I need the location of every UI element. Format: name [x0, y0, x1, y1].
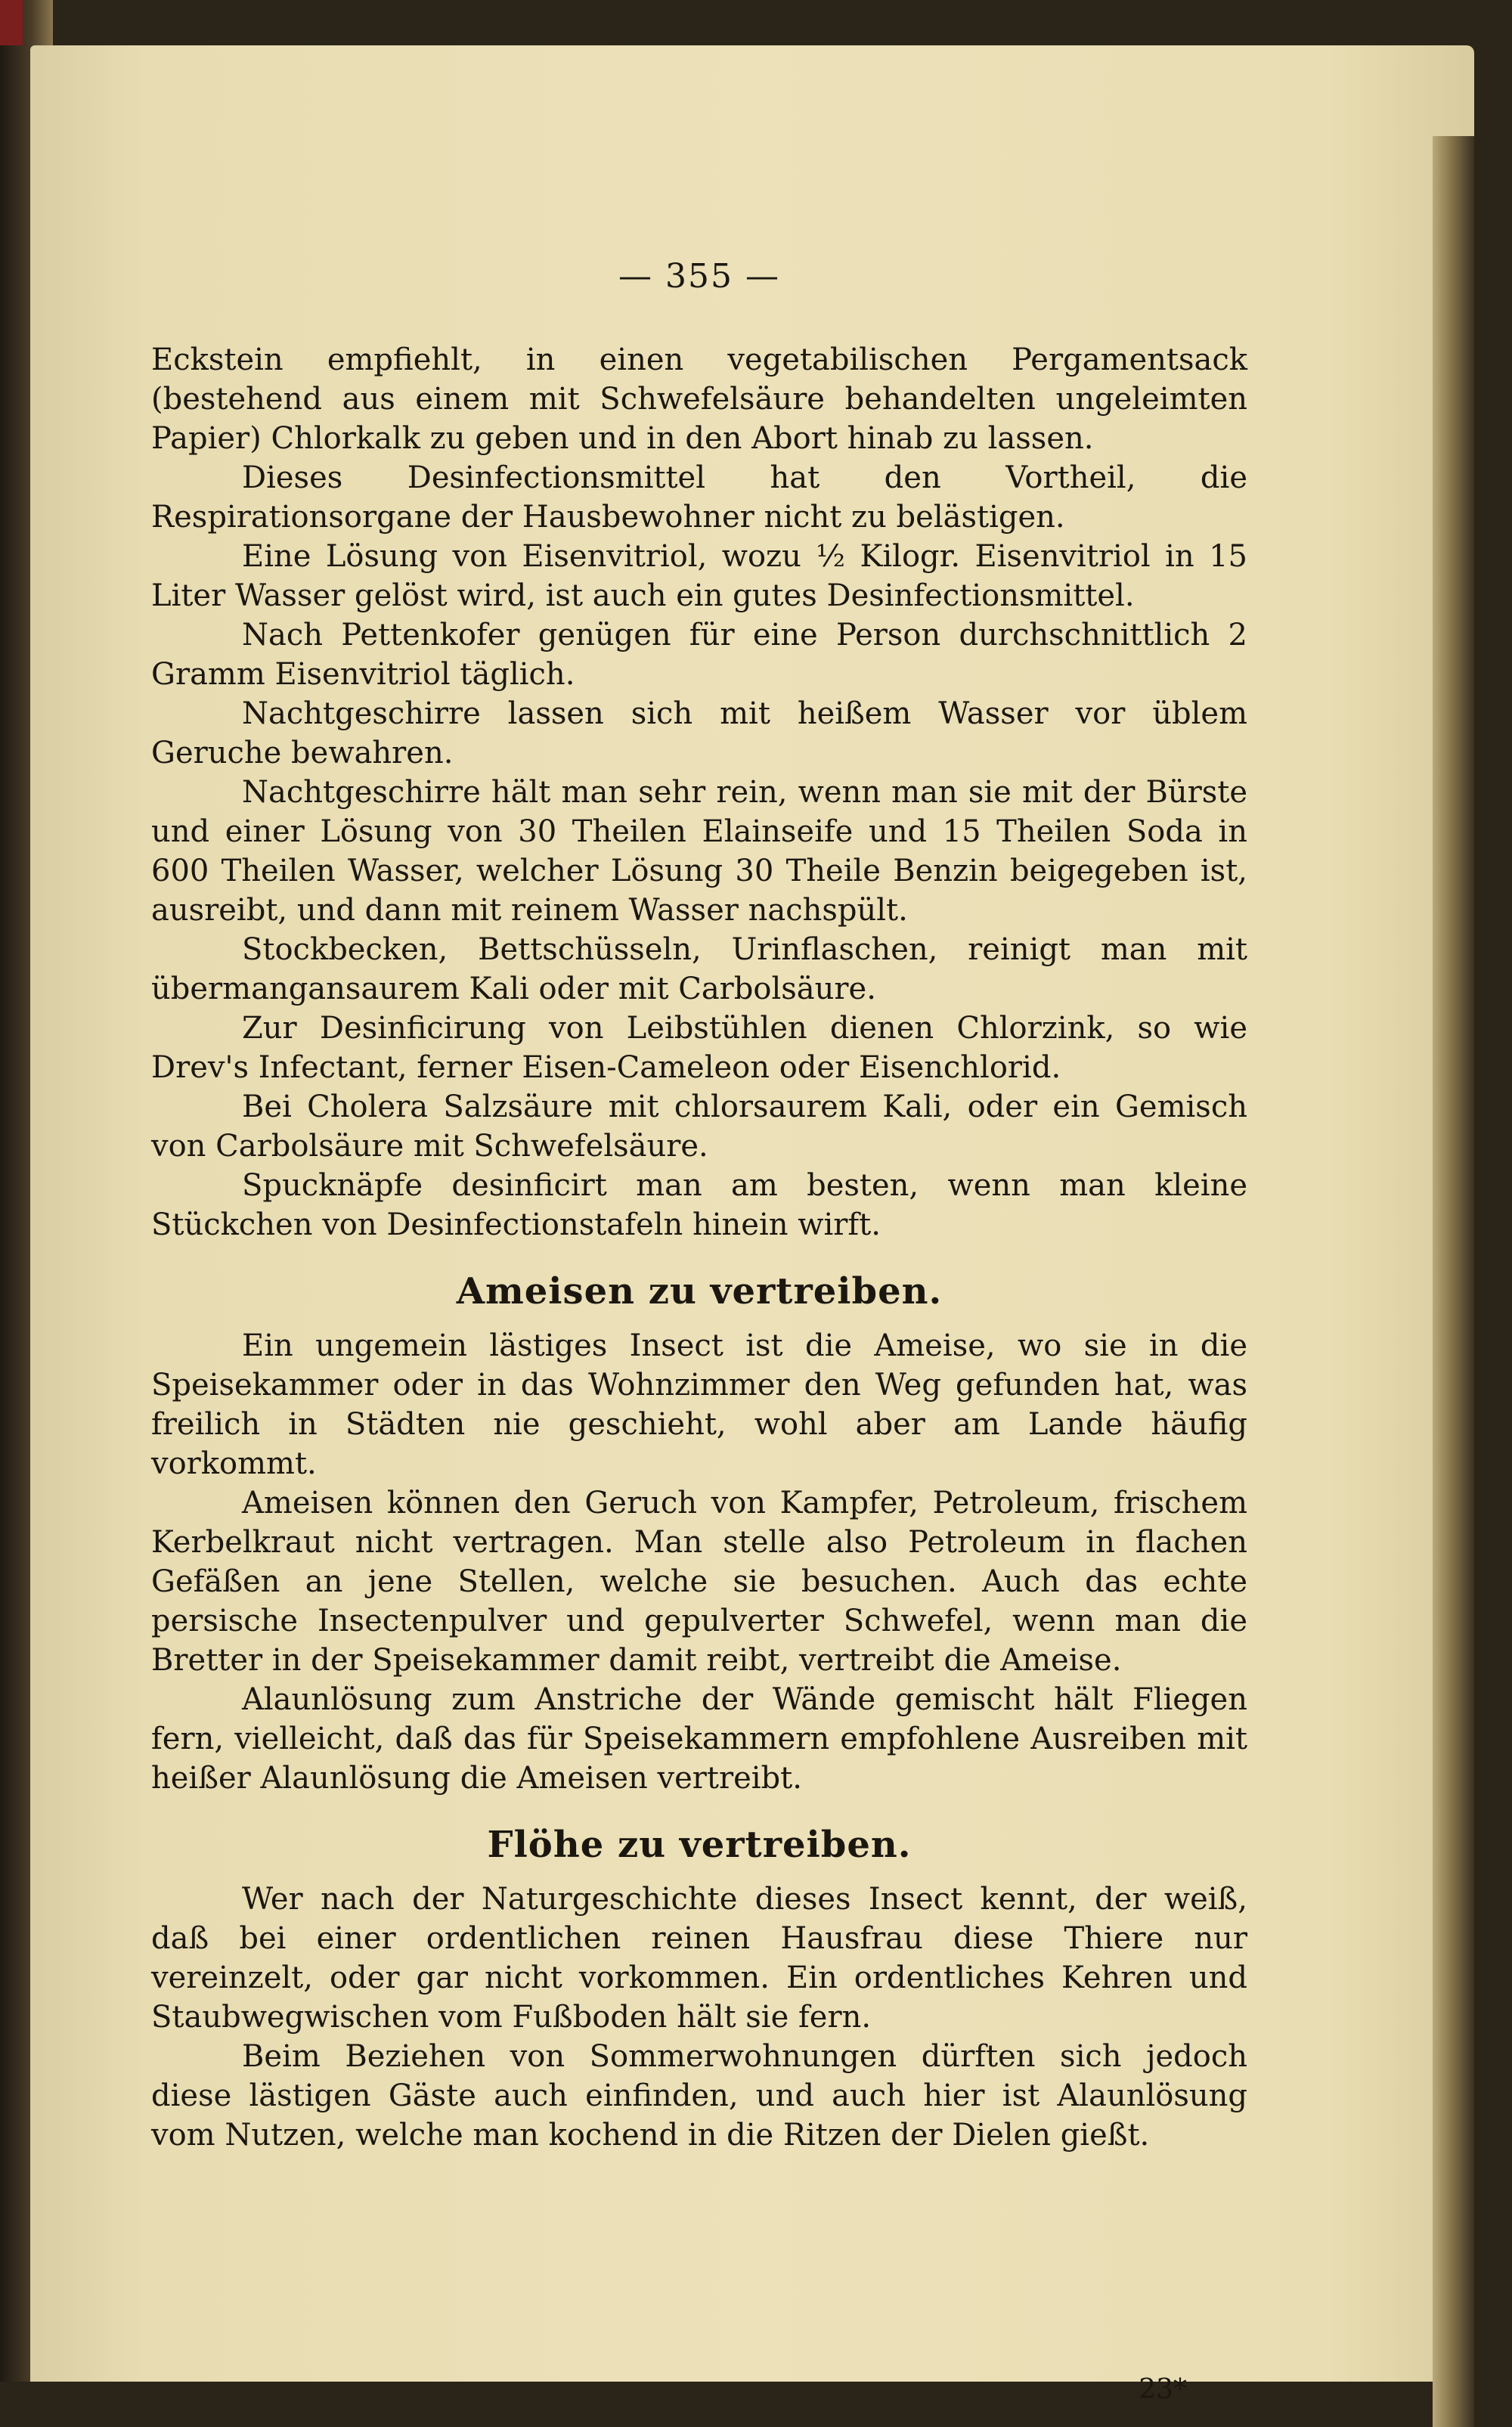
book-page [30, 45, 1474, 2405]
binding-ribbon [0, 0, 23, 45]
section-heading-ants: Ameisen zu vertreiben. [456, 1270, 943, 1313]
paragraph: Alaunlösung zum Anstriche der Wände gemischt hält Fliegen fern, vielleicht, daß das für Speisekammern empfohlene Ausreiben mit heißer Alaunlösung die Ameisen vertreibt. [151, 1682, 1247, 1796]
paragraph: Bei Cholera Salzsäure mit chlorsaurem Kali, oder ein Gemisch von Carbolsäure mit Schwefelsäure. [151, 1090, 1247, 1164]
paragraph: Wer nach der Naturgeschichte dieses Insect kennt, der weiß, daß bei einer ordentlichen reinen Hausfrau diese Thiere nur vereinzelt, oder gar nicht vorkommen. Ein ordentliches Kehren und Staubwegwischen vom Fußboden hält sie fern. [151, 1882, 1247, 2035]
section-heading-fleas: Flöhe zu vertreiben. [487, 1824, 912, 1866]
paragraph: Stockbecken, Bettschüsseln, Urinflaschen, reinigt man mit übermangansaurem Kali oder mit Carbolsäure. [151, 932, 1247, 1006]
page-edge [1433, 136, 1474, 2427]
body-text [151, 340, 1247, 2155]
paragraph: Ein ungemein lästiges Insect ist die Ameise, wo sie in die Speisekammer oder in das Wohnzimmer den Weg gefunden hat, was freilich in Städten nie geschieht, wohl aber am Lande häufig vorkommt. [151, 1328, 1247, 1481]
paragraph: Eckstein empfiehlt, in einen vegetabilischen Pergamentsack (bestehend aus einem mit Schwefelsäure behandelten ungeleimten Papier) Chlorkalk zu geben und in den Abort hinab zu lassen. [151, 343, 1247, 456]
paragraph: Nach Pettenkofer genügen für eine Person durchschnittlich 2 Gramm Eisenvitriol täglich. [151, 618, 1247, 692]
paragraph: Ameisen können den Geruch von Kampfer, Petroleum, frischem Kerbelkraut nicht vertragen. Man stelle also Petroleum in flachen Gefäßen an jene Stellen, welche sie besuchen. Auch das echte persische Insectenpulver und gepulverter Schwefel, wenn man die Bretter in der Speisekammer damit reibt, vertreibt die Ameise. [151, 1486, 1247, 1678]
printer-signature: 23* [1139, 2374, 1187, 2405]
paragraph: Zur Desinficirung von Leibstühlen dienen Chlorzink, so wie Drev's Infectant, ferner Eisen-Cameleon oder Eisenchlorid. [151, 1011, 1247, 1085]
paragraph: Nachtgeschirre hält man sehr rein, wenn man sie mit der Bürste und einer Lösung von 30 Theilen Elainseife und 15 Theilen Soda in 600 Theilen Wasser, welcher Lösung 30 Theile Benzin beigegeben ist, ausreibt, und dann mit reinem Wasser nachspült. [151, 775, 1247, 928]
paragraph: Nachtgeschirre lassen sich mit heißem Wasser vor üblem Geruche bewahren. [151, 696, 1247, 770]
paragraph: Dieses Desinfectionsmittel hat den Vortheil, die Respirationsorgane der Hausbewohner nicht zu belästigen. [151, 460, 1247, 535]
paragraph: Spucknäpfe desinficirt man am besten, wenn man kleine Stückchen von Desinfectionstafeln hinein wirft. [151, 1168, 1247, 1242]
paragraph: Beim Beziehen von Sommerwohnungen dürften sich jedoch diese lästigen Gäste auch einfinden, und auch hier ist Alaunlösung vom Nutzen, welche man kochend in die Ritzen der Dielen gießt. [151, 2039, 1247, 2153]
paragraph: Eine Lösung von Eisenvitriol, wozu ½ Kilogr. Eisenvitriol in 15 Liter Wasser gelöst wird, ist auch ein gutes Desinfectionsmittel. [151, 539, 1247, 613]
page-number: — 355 — [618, 257, 780, 296]
